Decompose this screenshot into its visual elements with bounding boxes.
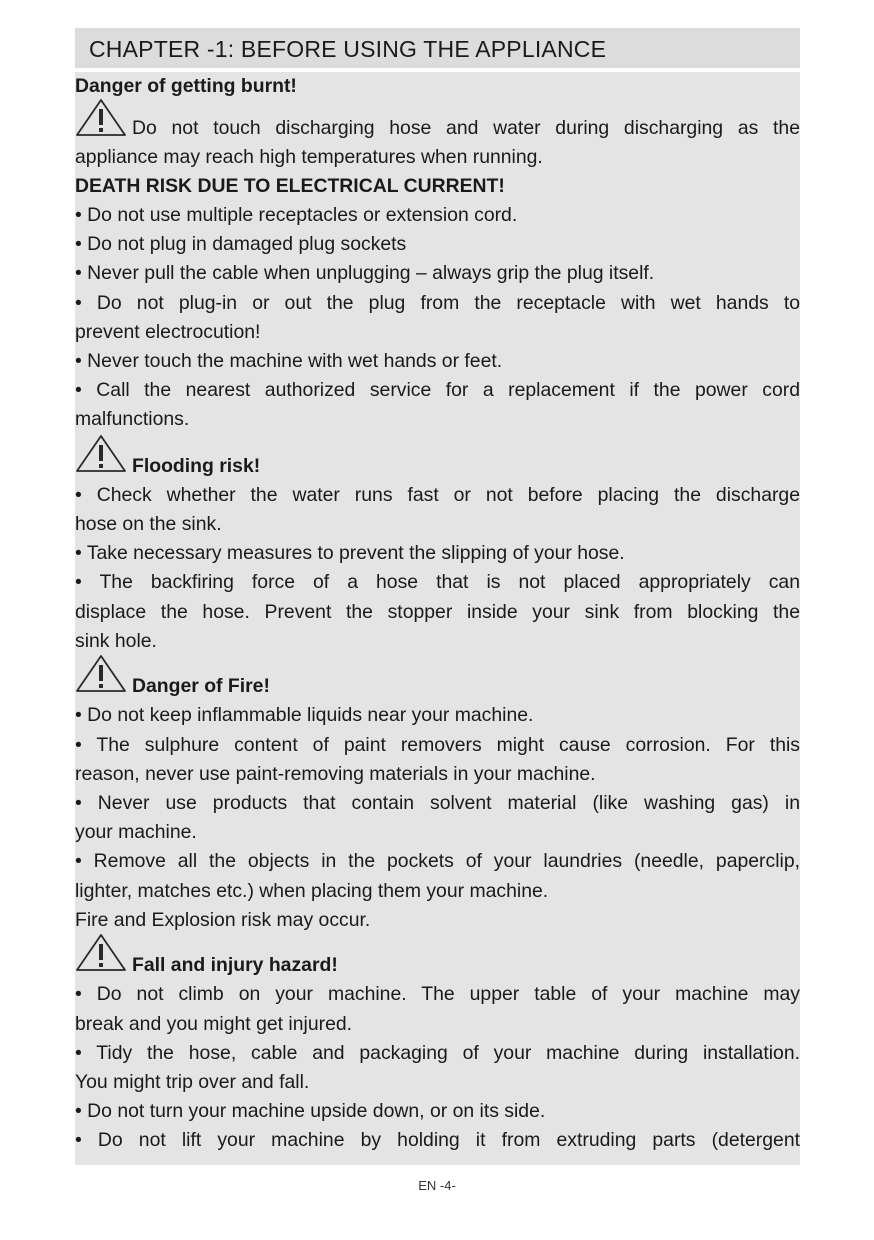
fall-item-2a: • Tidy the hose, cable and packaging of your machine during installation. <box>75 1042 800 1064</box>
fire-item-5: Fire and Explosion risk may occur. <box>75 909 371 931</box>
fire-item-2b: reason, never use paint-removing materials in your machine. <box>75 763 596 785</box>
flood-item-1b: hose on the sink. <box>75 513 222 535</box>
fall-title: Fall and injury hazard! <box>132 954 338 976</box>
chapter-header <box>75 28 800 68</box>
fall-item-1a: • Do not climb on your machine. The upper table of your machine may <box>75 983 800 1005</box>
electric-item-6a: • Call the nearest authorized service for a replacement if the power cord <box>75 379 800 401</box>
flood-item-3c: sink hole. <box>75 630 157 652</box>
electric-item-2: • Do not plug in damaged plug sockets <box>75 233 407 255</box>
fire-item-4a: • Remove all the objects in the pockets of your laundries (needle, paperclip, <box>75 850 800 872</box>
fire-item-3a: • Never use products that contain solvent material (like washing gas) in <box>75 792 800 814</box>
fall-item-4a: • Do not lift your machine by holding it from extruding parts (detergent <box>75 1129 800 1151</box>
fall-item-1b: break and you might get injured. <box>75 1013 353 1035</box>
fire-item-2a: • The sulphure content of paint removers might cause corrosion. For this <box>75 734 800 756</box>
electric-item-4b: prevent electrocution! <box>75 321 261 343</box>
fall-item-3: • Do not turn your machine upside down, or on its side. <box>75 1100 546 1122</box>
page-number: EN -4- <box>418 1178 456 1193</box>
fire-item-4b: lighter, matches etc.) when placing them your machine. <box>75 880 549 902</box>
safety-content <box>75 72 800 1165</box>
flood-item-3b: displace the hose. Prevent the stopper inside your sink from blocking the <box>75 601 800 623</box>
electric-item-1: • Do not use multiple receptacles or extension cord. <box>75 204 518 226</box>
fire-title: Danger of Fire! <box>132 675 270 697</box>
electric-item-3: • Never pull the cable when unplugging – always grip the plug itself. <box>75 262 655 284</box>
flood-item-2: • Take necessary measures to prevent the slipping of your hose. <box>75 542 625 564</box>
electric-title: DEATH RISK DUE TO ELECTRICAL CURRENT! <box>75 175 505 197</box>
burn-line-2: appliance may reach high temperatures when running. <box>75 146 543 168</box>
fire-item-3b: your machine. <box>75 821 197 843</box>
electric-item-5: • Never touch the machine with wet hands or feet. <box>75 350 503 372</box>
chapter-title: CHAPTER -1: BEFORE USING THE APPLIANCE <box>89 36 607 62</box>
flood-item-3a: • The backfiring force of a hose that is not placed appropriately can <box>75 571 800 593</box>
flood-item-1a: • Check whether the water runs fast or not before placing the discharge <box>75 484 800 506</box>
fire-item-1: • Do not keep inflammable liquids near your machine. <box>75 704 534 726</box>
electric-item-4a: • Do not plug-in or out the plug from the receptacle with wet hands to <box>75 292 800 314</box>
flood-title: Flooding risk! <box>132 455 261 477</box>
fall-item-2b: You might trip over and fall. <box>75 1071 310 1093</box>
burn-line-1: Do not touch discharging hose and water during discharging as the <box>132 117 800 139</box>
burn-title: Danger of getting burnt! <box>75 75 297 97</box>
electric-item-6b: malfunctions. <box>75 408 190 430</box>
